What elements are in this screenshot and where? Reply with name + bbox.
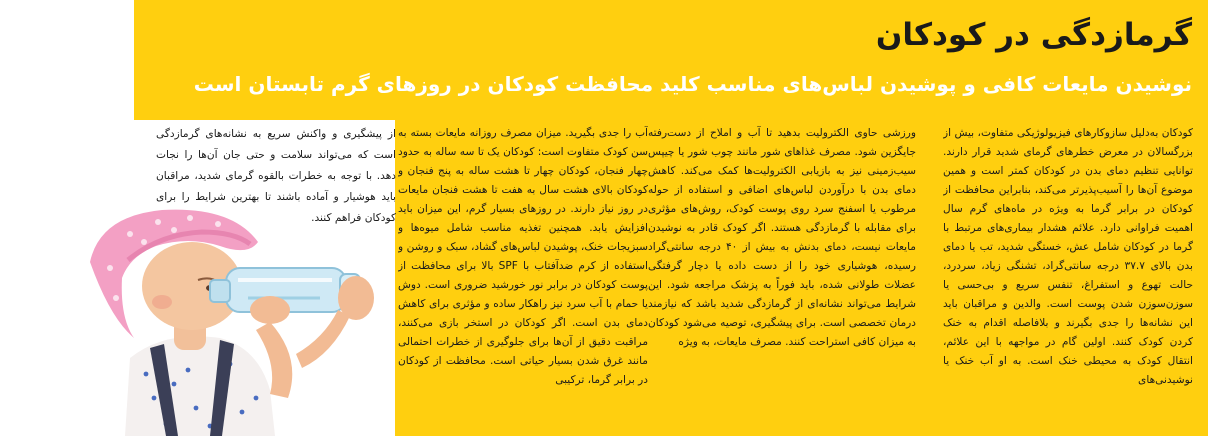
dress [125,336,275,436]
article-column-3: آب را جدی بگیرید. میزان مصرف روزانه مایعات بسته به سن کودک متفاوت است: کودکان یک تا سه ساله به حدود چهار فنجان، کودکان چهار تا هشت ساله به پنج فنجان و کودکان بالای هشت سال به هفت تا هشت فنجان مایعات در روز نیاز دارند. در روزهای بسیار گرم، این میزان باید افزایش یابد. همچنین تغذیه مناسب شامل میوه‌ها و سبزیجات خنک، پوشیدن لباس‌های گشاد، سبک و روشن و استفاده از کرم ضدآفتاب با SPF بالا برای محافظت از پوست کودکان در برابر نور خورشید ضروری است. دوش یا حمام با آب سرد نیز راهکار ساده و مؤثری برای کاهش دمای بدن است. اگر کودکان در استخر بازی می‌کنند، مراقبت دقیق از آن‌ها برای جلوگیری از خطرات احتمالی مانند غرق شدن بسیار حیاتی است. محافظت از کودکان در برابر گرما، ترکیبی [398,127,648,386]
article-column-4: از پیشگیری و واکنش سریع به نشانه‌های گرمازدگی است که می‌تواند سلامت و حتی جان آن‌ها را نجات دهد. با توجه به خطرات بالقوه گرمای شدید، مراقبان باید هوشیار و آماده باشند تا بهترین شرایط را برای کودکان فراهم کنند. [156,128,396,224]
article-column-1: کودکان به‌دلیل سازوکارهای فیزیولوژیکی متفاوت، بیش از بزرگسالان در معرض خطرهای گرمای شدید قرار دارند. توانایی تنظیم دمای بدن در کودکان کمتر است و همین موضوع آن‌ها را آسیب‌پذیرتر می‌کند، بنابراین محافظت از کودکان در برابر گرما به ویژه در ماه‌های گرم سال اهمیت فراوانی دارد. علائم هشدار بیماری‌های مرتبط با گرما در کودکان شامل عش، خستگی شدید، تب یا دمای بدن بالای ۳۷.۷ درجه سانتی‌گراد، تشنگی زیاد، سردرد، حالت تهوع و استفراغ، تنفس سریع و بی‌حسی یا سوزن‌سوزن شدن پوست است. والدین و مراقبان باید این نشانه‌ها را جدی بگیرند و بلافاصله اقدام به خنک کردن کودک کنند. اولین گام در مواجهه با این علائم، انتقال کودک به محیطی خنک است. به او آب خنک یا نوشیدنی‌های [943,127,1193,386]
article-column-2: ورزشی حاوی الکترولیت بدهید تا آب و املاح از دست‌رفته جایگزین شود. مصرف غذاهای شور مانند چوب شور یا چیپس سیب‌زمینی نیز به بازیابی الکترولیت‌ها کمک می‌کند. کاهش دمای بدن با درآوردن لباس‌های اضافی و استفاده از حوله مرطوب یا اسفنج سرد روی پوست کودک، روش‌های مؤثری برای مقابله با گرمازدگی هستند. اگر کودک قادر به نوشیدن مایعات نیست، دمای بدنش به بیش از ۴۰ درجه سانتی‌گراد رسیده، هوشیاری خود را از دست داده یا دچار گرفتگی عضلات طولانی شده، باید فوراً به پزشک مراجعه شود. این شرایط می‌تواند نشانه‌ای از گرمازدگی شدید باشد که نیازمند درمان تخصصی است. برای پیشگیری، توصیه می‌شود کودکان به میزان کافی استراحت کنند. مصرف مایعات، به ویژه [648,127,916,348]
article-subtitle: نوشیدن مایعات کافی و پوشیدن لباس‌های مناسب کلید محافظت کودکان در روزهای گرم تابستان است [193,72,1192,96]
child-hand [250,296,290,324]
article-title: گرمازدگی در کودکان [875,17,1192,53]
child-drinking-water-photo [70,198,400,436]
